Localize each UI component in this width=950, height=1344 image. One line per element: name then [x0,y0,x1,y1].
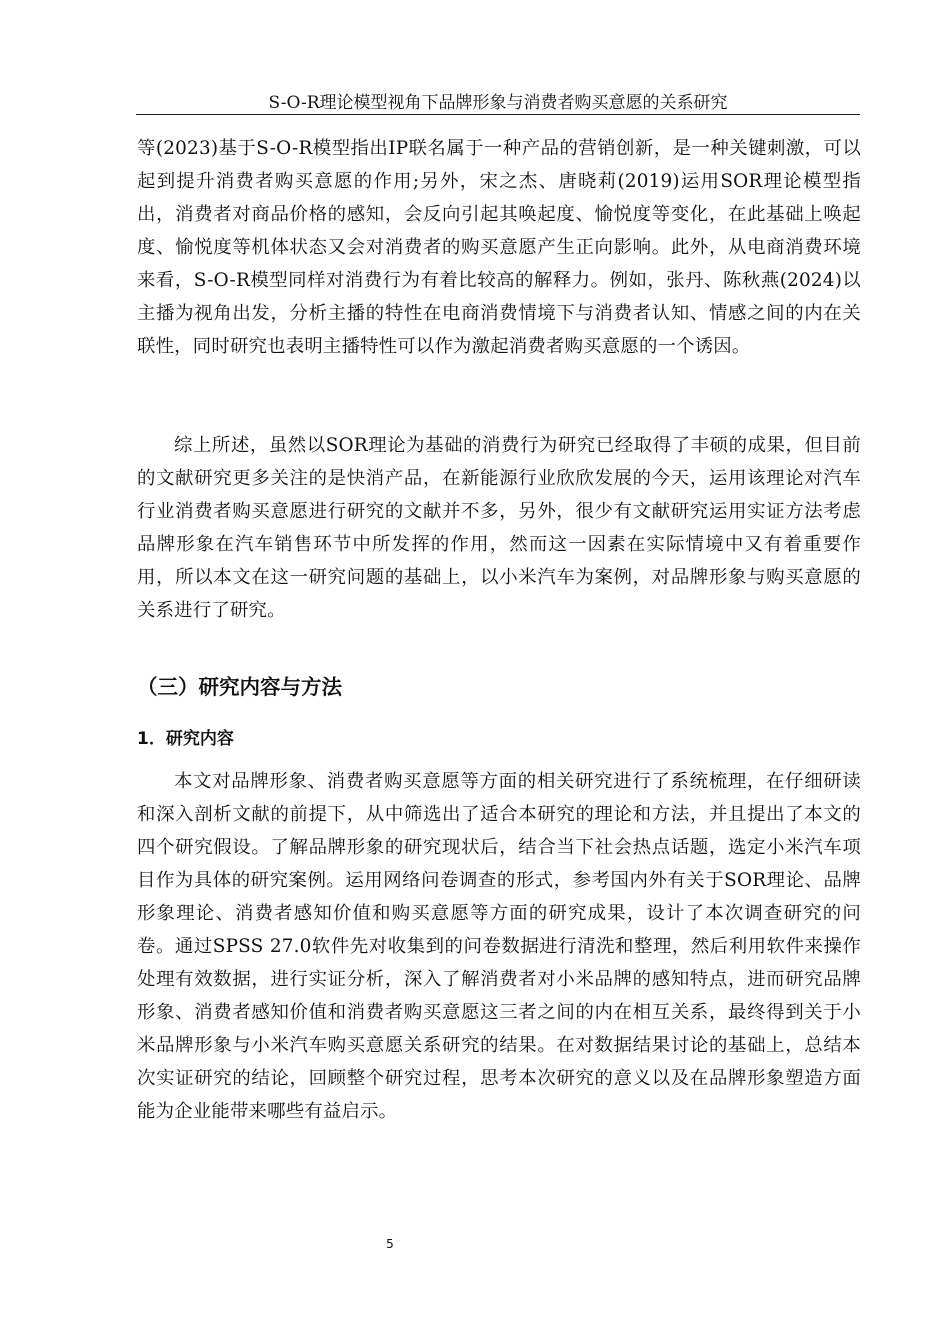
subsection-heading: 1．研究内容 [137,729,234,749]
body-paragraph-3: 本文对品牌形象、消费者购买意愿等方面的相关研究进行了系统梳理，在仔细研读和深入剖析文献的前提下，从中筛选出了适合本研究的理论和方法，并且提出了本文的四个研究假设。了解品牌形象的研究现状后，结合当下社会热点话题，选定小米汽车项目作为具体的研究案例。运用网络问卷调查的形式，参考国内外有关于SOR理论、品牌形象理论、消费者感知价值和购买意愿等方面的研究成果，设计了本次调查研究的问卷。通过SPSS 27.0软件先对收集到的问卷数据进行清洗和整理，然后利用软件来操作处理有效数据，进行实证分析，深入了解消费者对小米品牌的感知特点，进而研究品牌形象、消费者感知价值和消费者购买意愿这三者之间的内在相互关系，最终得到关于小米品牌形象与小米汽车购买意愿关系研究的结果。在对数据结果讨论的基础上，总结本次实证研究的结论，回顾整个研究过程，思考本次研究的意义以及在品牌形象塑造方面能为企业能带来哪些有益启示。 [137,771,861,1122]
body-paragraph-2: 综上所述，虽然以SOR理论为基础的消费行为研究已经取得了丰硕的成果，但目前的文献研究更多关注的是快消产品，在新能源行业欣欣发展的今天，运用该理论对汽车行业消费者购买意愿进行研究的文献并不多，另外，很少有文献研究运用实证方法考虑品牌形象在汽车销售环节中所发挥的作用，然而这一因素在实际情境中又有着重要作用，所以本文在这一研究问题的基础上，以小米汽车为案例，对品牌形象与购买意愿的关系进行了研究。 [137,435,861,621]
running-header-title: S-O-R理论模型视角下品牌形象与消费者购买意愿的关系研究 [268,93,728,113]
body-paragraph-1: 等(2023)基于S-O-R模型指出IP联名属于一种产品的营销创新，是一种关键刺激，可以起到提升消费者购买意愿的作用;另外，宋之杰、唐晓莉(2019)运用SOR理论模型指出，消费者对商品价格的感知，会反向引起其唤起度、愉悦度等变化，在此基础上唤起度、愉悦度等机体状态又会对消费者的购买意愿产生正向影响。此外，从电商消费环境来看，S-O-R模型同样对消费行为有着比较高的解释力。例如，张丹、陈秋燕(2024)以主播为视角出发，分析主播的特性在电商消费情境下与消费者认知、情感之间的内在关联性，同时研究也表明主播特性可以作为激起消费者购买意愿的一个诱因。 [137,138,861,357]
page-number: 5 [386,1237,394,1251]
header-divider [136,114,860,115]
section-heading: （三）研究内容与方法 [137,675,342,699]
